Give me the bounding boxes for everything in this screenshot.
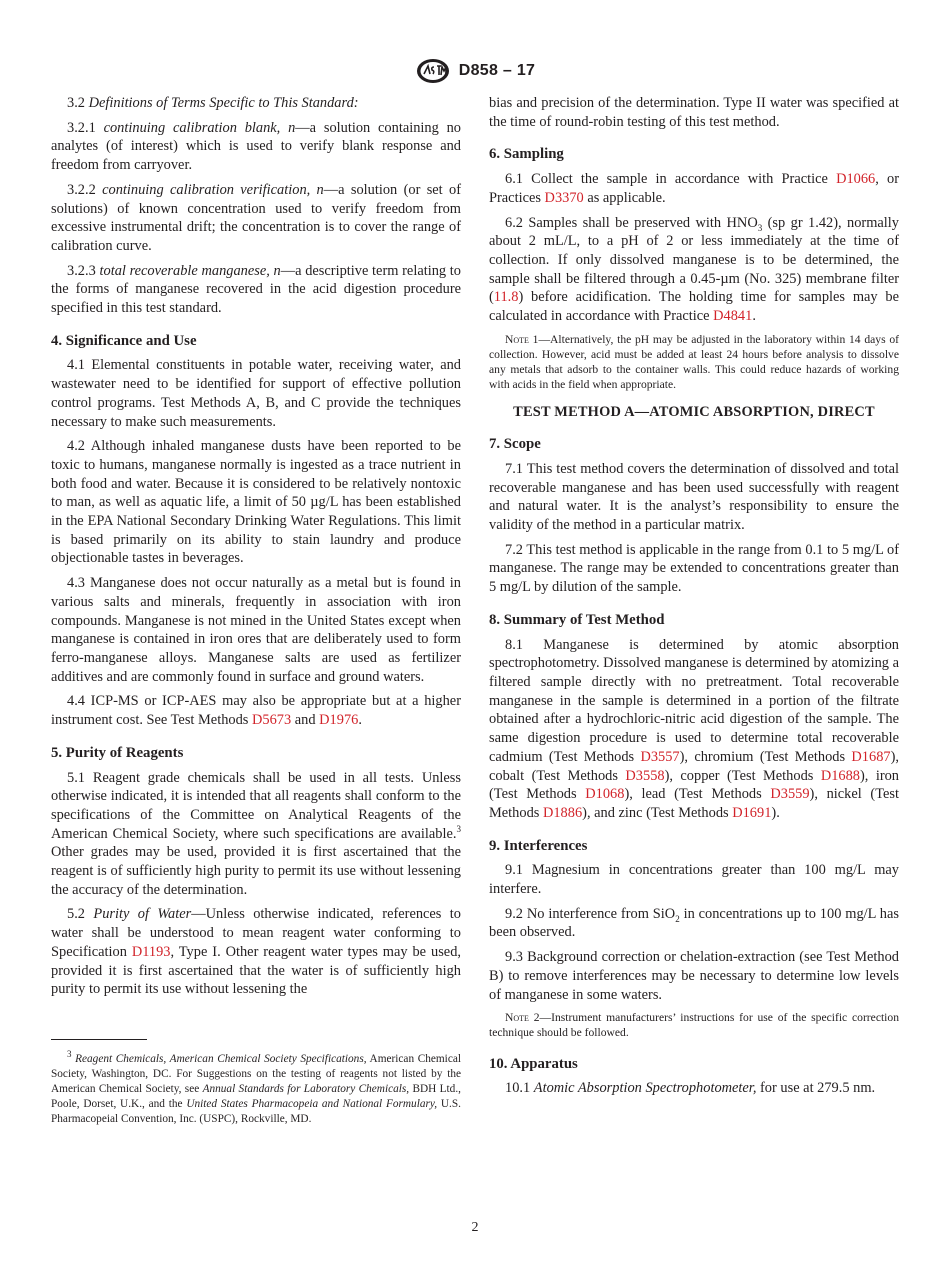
link-d1687[interactable]: D1687 xyxy=(851,748,891,765)
section-4-3: 4.3 Manganese does not occur naturally as a metal but is found in various salts and minerals, frequently in association with iron compounds. Manganese is not mined in the United States except when manganese is contained in iron ores that are deliberately used to form ferro-manganese alloys. Manganese salts are used as fertilizer additives and are commonly found in surface and ground waters. xyxy=(51,575,461,685)
footnote-ref[interactable]: 3 xyxy=(456,823,461,834)
section-9-1: 9.1 Magnesium in concentrations greater than 100 mg/L may interfere. xyxy=(489,862,899,898)
document-designation: D858 – 17 xyxy=(458,62,536,79)
heading-apparatus: 10. Apparatus xyxy=(489,1055,578,1072)
section-4-2: 4.2 Although inhaled manganese dusts have been reported to be toxic to humans, manganese normally is ingested as a trace nutrient in both food and water. Because it is considered to be relatively nontoxic to man, as well as aquatic life, a limit of 50 µg/L has been established in the EPA National Secondary Drinking Water Regulations. This limit is based primarily on its ability to stain laundry and produce objectionable tastes in beverages. xyxy=(51,438,461,567)
heading-summary: 8. Summary of Test Method xyxy=(489,611,665,628)
heading-scope: 7. Scope xyxy=(489,436,541,453)
left-column xyxy=(51,94,461,1127)
footnote-divider xyxy=(51,1039,147,1040)
link-d3558[interactable]: D3558 xyxy=(625,767,665,784)
link-d1066[interactable]: D1066 xyxy=(836,171,876,188)
section-5-1: 5.1 Reagent grade chemicals shall be used in all tests. Unless otherwise indicated, it is intended that all reagents shall conform to the specifications of the Committee on Analytical Reagents of the American Chemical Society, where such specifications are available.$^3$ Other grades may be used, provided it is first ascertained that the reagent is of sufficiently high purity to permit its use without lessening the accuracy of the determination. xyxy=(51,769,461,898)
footnote-3: $^3$ Reagent Chemicals, American Chemical Society Specifications, American Chemical Society, Washington, DC. For Suggestions on the testing of reagents not listed by the American Chemical Society, see Annual Standards for Laboratory Chemicals, BDH Ltd., Poole, Dorset, U.K., and the United States Pharmacopeia and National Formulary, U.S. Pharmacopeial Convention, Inc. (USPC), Rockville, MD. xyxy=(51,1049,461,1125)
astm-logo-icon xyxy=(415,58,451,84)
section-6-1: 6.1 Collect the sample in accordance with Practice D1066, or Practices D3370 as applicable. xyxy=(489,171,900,206)
continuation-text: bias and precision of the determination. Type II water was specified at the time of round-robin testing of this test method. xyxy=(489,95,899,130)
link-d1691[interactable]: D1691 xyxy=(732,804,772,821)
note-1: Note 1—Alternatively, the pH may be adjusted in the laboratory within 14 days of collection. However, acid must be added at least 24 hours before analysis to dissolve any metals that adsorb to the container walls. This could reduce hazards of working with acids in the field when appropriate. xyxy=(489,332,899,392)
heading-purity: 5. Purity of Reagents xyxy=(51,744,184,761)
link-d5673[interactable]: D5673 xyxy=(251,712,292,729)
note-2: Note 2—Instrument manufacturers’ instructions for use of the specific correction technique should be followed. xyxy=(489,1011,899,1040)
page-header xyxy=(0,56,950,86)
section-4-1: 4.1 Elemental constituents in potable water, receiving water, and wastewater need to be identified for support of effective pollution control programs. Test Methods A, B, and C provide the techniques necessary to make such measurements. xyxy=(51,357,461,430)
section-7-2: 7.2 This test method is applicable in the range from 0.1 to 5 mg/L of manganese. The range may be extended to concentrations greater than 5 mg/L by dilution of the sample. xyxy=(489,541,899,596)
section-10-1: 10.1 Atomic Absorption Spectrophotometer, for use at 279.5 nm. xyxy=(505,1080,876,1097)
section-6-2: 6.2 Samples shall be preserved with $HNO_3$ (sp gr 1.42), normally about 2 mL/L, to a pH of 2 or less immediately at the time of collection. If only dissolved manganese is to be determined, the sample shall be filtered through a 0.45-µm (No. 325) membrane filter (11.8) before acidification. The holding time for samples may be calculated in accordance with Practice D4841. xyxy=(489,214,899,325)
link-d3370[interactable]: D3370 xyxy=(544,189,584,206)
right-column xyxy=(489,94,899,1104)
section-3-2-1: 3.2.1 continuing calibration blank, n—a solution containing no analytes (of interest) which is used to verify blank response and freedom from carryover. xyxy=(51,119,461,174)
link-11-8[interactable]: 11.8 xyxy=(493,289,519,306)
section-9-2: 9.2 No interference from SiO$_2$ in concentrations up to 100 mg/L has been observed. xyxy=(489,905,899,941)
link-d1068[interactable]: D1068 xyxy=(585,786,625,803)
section-9-3: 9.3 Background correction or chelation-extraction (see Test Method B) to remove interferences may be necessary to determine low levels of manganese in some waters. xyxy=(489,949,899,1003)
heading-significance: 4. Significance and Use xyxy=(51,332,197,349)
link-d3557[interactable]: D3557 xyxy=(640,748,680,765)
section-8-1: 8.1 Manganese is determined by atomic absorption spectrophotometry. Dissolved manganese is determined by atomizing a filtered sample directly with no pretreatment. Total recoverable manganese in the sample is determined in a portion of the filtrate obtained after a hydrochloric-nitric acid digestion of the sample. The same digestion procedure is used to determine total recoverable cadmium (Test Methods D3557), chromium (Test Methods D1687), cobalt (Test Methods D3558), copper (Test Methods D1688), iron (Test Methods D1068), lead (Test Methods D3559), nickel (Test Methods D1886), and zinc (Test Methods D1691). xyxy=(489,636,900,821)
heading-sampling: 6. Sampling xyxy=(489,146,564,163)
heading-method-a: TEST METHOD A—ATOMIC ABSORPTION, DIRECT xyxy=(513,403,875,420)
section-7-1: 7.1 This test method covers the determination of dissolved and total recoverable manganese and has been used successfully with reagent and natural water. It is the analyst’s responsibility to ensure the validity of the method in a particular matrix. xyxy=(489,460,899,534)
link-d1976[interactable]: D1976 xyxy=(319,712,359,729)
link-d4841[interactable]: D4841 xyxy=(713,308,753,325)
link-d1886[interactable]: D1886 xyxy=(542,804,583,821)
section-3-2-3: 3.2.3 total recoverable manganese, n—a descriptive term relating to the forms of manganese recovered in the acid digestion procedure specified in this test standard. xyxy=(51,262,461,317)
section-4-4: 4.4 ICP-MS or ICP-AES may also be appropriate but at a higher instrument cost. See Test Methods D5673 and D1976. xyxy=(51,693,461,729)
link-d1193[interactable]: D1193 xyxy=(131,943,171,960)
link-d3559[interactable]: D3559 xyxy=(770,786,810,803)
link-d1688[interactable]: D1688 xyxy=(820,767,860,784)
heading-interferences: 9. Interferences xyxy=(489,837,588,854)
page-number: 2 xyxy=(471,1220,479,1235)
section-5-2: 5.2 Purity of Water—Unless otherwise indicated, references to water shall be understood to mean reagent water conforming to Specification D1193, Type I. Other reagent water types may be used, provided it is first ascertained that the water is of sufficiently high purity to permit its use without lessening the xyxy=(51,906,462,998)
section-3-2: 3.2 Definitions of Terms Specific to This Standard: xyxy=(67,95,359,111)
section-3-2-2: 3.2.2 continuing calibration verification, n—a solution (or set of solutions) of known concentration used to verify freedom from excessive instrumental drift; the concentration is to cover the range of calibration curve. xyxy=(51,181,461,254)
